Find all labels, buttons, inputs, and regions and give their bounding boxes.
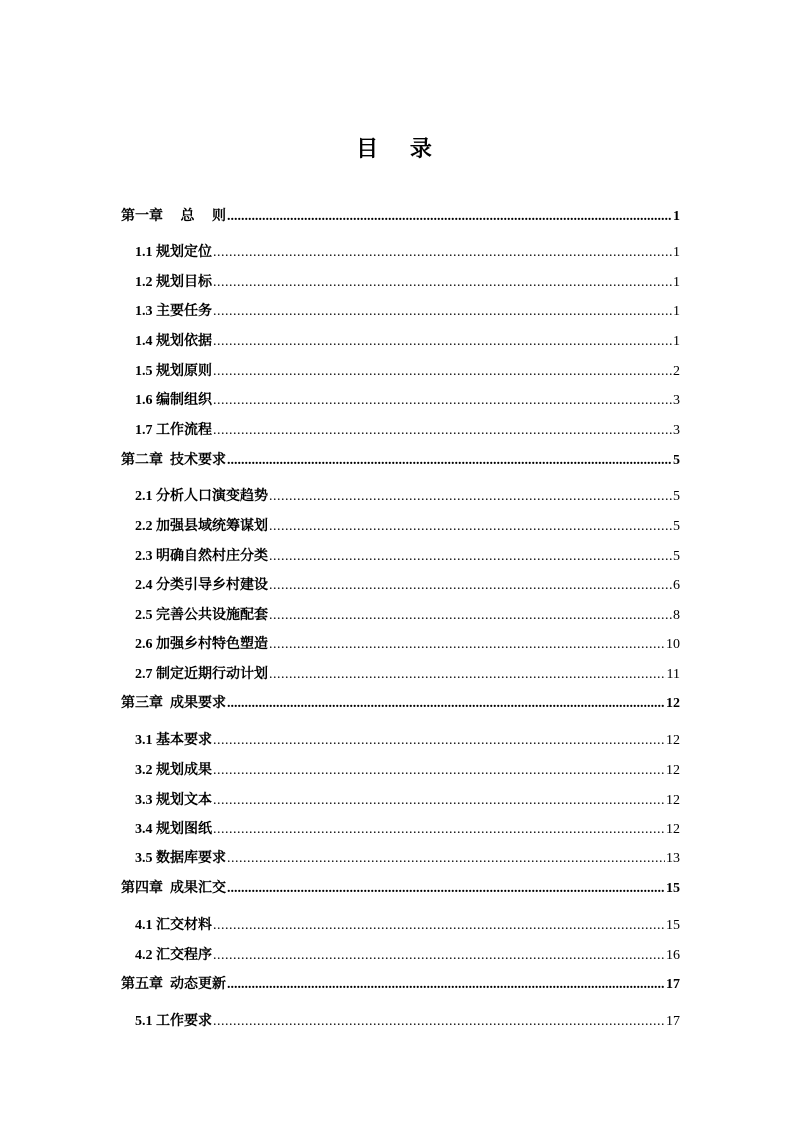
toc-section-entry[interactable] [135, 1010, 680, 1030]
entry-page-number: 11 [666, 667, 680, 682]
entry-label: 1.4 规划依据 [135, 334, 212, 349]
toc-chapter-entry[interactable] [121, 973, 680, 993]
entry-label: 第三章 成果要求 [121, 696, 226, 711]
entry-label: 2.7 制定近期行动计划 [135, 667, 268, 682]
toc-section-entry[interactable] [135, 330, 680, 350]
entry-page-number: 12 [666, 763, 680, 778]
toc-section-entry[interactable] [135, 360, 680, 380]
toc-chapter-entry[interactable] [121, 877, 680, 897]
dot-leader [213, 334, 672, 350]
entry-page-number: 1 [673, 245, 680, 260]
entry-page-number: 12 [666, 733, 680, 748]
entry-label: 2.5 完善公共设施配套 [135, 608, 268, 623]
entry-page-number: 5 [673, 453, 680, 468]
toc-chapter-entry[interactable] [121, 449, 680, 469]
dot-leader [269, 637, 665, 653]
dot-leader [269, 489, 672, 505]
entry-page-number: 10 [666, 637, 680, 652]
toc-section-entry[interactable] [135, 789, 680, 809]
entry-page-number: 2 [673, 364, 680, 379]
dot-leader [213, 364, 672, 380]
toc-section-entry[interactable] [135, 515, 680, 535]
entry-page-number: 15 [666, 918, 680, 933]
dot-leader [213, 423, 672, 439]
entry-page-number: 1 [673, 275, 680, 290]
toc-section-entry[interactable] [135, 271, 680, 291]
toc-section-entry[interactable] [135, 419, 680, 439]
entry-page-number: 3 [673, 423, 680, 438]
toc-section-entry[interactable] [135, 633, 680, 653]
dot-leader [269, 578, 672, 594]
entry-label: 2.2 加强县域统筹谋划 [135, 519, 268, 534]
entry-label: 第二章 技术要求 [121, 453, 226, 468]
toc-section-entry[interactable] [135, 241, 680, 261]
dot-leader [213, 822, 665, 838]
entry-label: 2.1 分析人口演变趋势 [135, 489, 268, 504]
dot-leader [227, 209, 672, 225]
entry-label: 4.2 汇交程序 [135, 948, 212, 963]
dot-leader [227, 851, 665, 867]
entry-label: 2.3 明确自然村庄分类 [135, 549, 268, 564]
entry-page-number: 17 [666, 977, 680, 992]
dot-leader [269, 549, 672, 565]
entry-page-number: 13 [666, 851, 680, 866]
toc-section-entry[interactable] [135, 759, 680, 779]
dot-leader [213, 918, 665, 934]
dot-leader [213, 733, 665, 749]
toc-section-entry[interactable] [135, 485, 680, 505]
toc-section-entry[interactable] [135, 604, 680, 624]
entry-label: 第五章 动态更新 [121, 977, 226, 992]
entry-page-number: 12 [666, 696, 680, 711]
dot-leader [227, 977, 665, 993]
entry-page-number: 5 [673, 549, 680, 564]
dot-leader [269, 608, 672, 624]
entry-label: 2.4 分类引导乡村建设 [135, 578, 268, 593]
toc-section-entry[interactable] [135, 545, 680, 565]
entry-page-number: 17 [666, 1014, 680, 1029]
toc-section-entry[interactable] [135, 663, 680, 683]
toc-section-entry[interactable] [135, 944, 680, 964]
entry-page-number: 1 [673, 334, 680, 349]
toc-section-entry[interactable] [135, 818, 680, 838]
dot-leader [213, 393, 672, 409]
dot-leader [213, 793, 665, 809]
entry-page-number: 3 [673, 393, 680, 408]
entry-label: 3.4 规划图纸 [135, 822, 212, 837]
toc-section-entry[interactable] [135, 914, 680, 934]
dot-leader [227, 696, 665, 712]
toc-chapter-entry[interactable] [121, 692, 680, 712]
toc-chapter-entry[interactable] [121, 205, 680, 225]
toc-section-entry[interactable] [135, 574, 680, 594]
entry-label: 3.2 规划成果 [135, 763, 212, 778]
dot-leader [213, 275, 672, 291]
dot-leader [213, 245, 672, 261]
entry-label: 1.5 规划原则 [135, 364, 212, 379]
toc-title: 目 录 [356, 137, 444, 162]
entry-label: 3.3 规划文本 [135, 793, 212, 808]
entry-page-number: 5 [673, 489, 680, 504]
toc-section-entry[interactable] [135, 847, 680, 867]
entry-label: 4.1 汇交材料 [135, 918, 212, 933]
dot-leader [269, 667, 666, 683]
entry-page-number: 1 [673, 304, 680, 319]
entry-page-number: 8 [673, 608, 680, 623]
entry-page-number: 6 [673, 578, 680, 593]
entry-label: 3.5 数据库要求 [135, 851, 226, 866]
entry-label: 2.6 加强乡村特色塑造 [135, 637, 268, 652]
entry-page-number: 12 [666, 822, 680, 837]
dot-leader [213, 763, 665, 779]
entry-label: 1.7 工作流程 [135, 423, 212, 438]
dot-leader [227, 453, 672, 469]
dot-leader [227, 881, 665, 897]
toc-section-entry[interactable] [135, 300, 680, 320]
entry-label: 3.1 基本要求 [135, 733, 212, 748]
entry-page-number: 12 [666, 793, 680, 808]
entry-page-number: 5 [673, 519, 680, 534]
toc-section-entry[interactable] [135, 729, 680, 749]
dot-leader [269, 519, 672, 535]
entry-label: 1.6 编制组织 [135, 393, 212, 408]
entry-label: 1.1 规划定位 [135, 245, 212, 260]
entry-label: 1.3 主要任务 [135, 304, 212, 319]
entry-page-number: 1 [673, 209, 680, 224]
entry-page-number: 15 [666, 881, 680, 896]
entry-label: 5.1 工作要求 [135, 1014, 212, 1029]
entry-label: 1.2 规划目标 [135, 275, 212, 290]
entry-page-number: 16 [666, 948, 680, 963]
dot-leader [213, 304, 672, 320]
dot-leader [213, 948, 665, 964]
dot-leader [213, 1014, 665, 1030]
entry-label: 第一章 总 则 [121, 209, 226, 224]
toc-section-entry[interactable] [135, 389, 680, 409]
entry-label: 第四章 成果汇交 [121, 881, 226, 896]
